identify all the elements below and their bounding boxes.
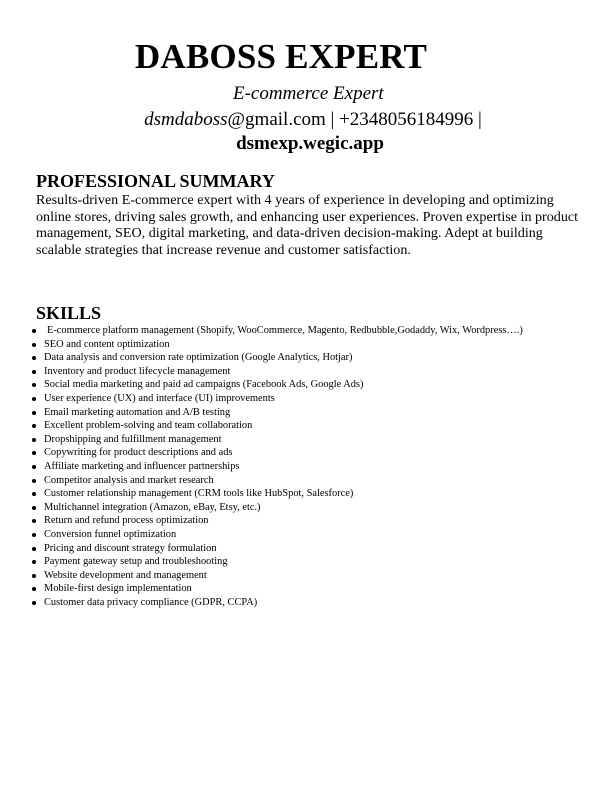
candidate-name: DABOSS EXPERT [134, 37, 428, 76]
skill-item: Affiliate marketing and influencer partnerships [32, 460, 523, 474]
contact-line [0, 108, 612, 132]
summary-text: Results-driven E-commerce expert with 4 years of experience in developing and optimizing online stores, driving sales growth, and enhancing user experiences. Proven expertise in product management, SEO, digital marketing, and data-driven decision-making. Adept at building scalable strategies that increase revenue and customer satisfaction. [36, 192, 579, 259]
bullet-icon [32, 506, 36, 510]
bullet-icon [32, 397, 36, 401]
skill-item: Competitor analysis and market research [32, 474, 523, 488]
skills-heading: SKILLS [36, 303, 102, 323]
skill-item: Mobile-first design implementation [32, 582, 523, 596]
skill-item: Email marketing automation and A/B testing [32, 406, 523, 420]
skill-item: Customer relationship management (CRM tools like HubSpot, Salesforce) [32, 487, 523, 501]
bullet-icon [32, 519, 36, 523]
summary-heading: PROFESSIONAL SUMMARY [36, 171, 275, 191]
skills-list [32, 324, 523, 609]
bullet-icon [32, 451, 36, 455]
skill-item: Dropshipping and fulfillment management [32, 433, 523, 447]
bullet-icon [32, 343, 36, 347]
job-title: E-commerce Expert [233, 83, 384, 104]
skill-item: Conversion funnel optimization [32, 528, 523, 542]
skill-item: Return and refund process optimization [32, 514, 523, 528]
skill-item: Inventory and product lifecycle management [32, 365, 523, 379]
email-user[interactable]: dsmdaboss [144, 109, 228, 130]
skill-item: E-commerce platform management (Shopify, WooCommerce, Magento, Redbubble,Godaddy, Wix, Wordpress….) [32, 324, 523, 338]
email-domain-phone[interactable]: @gmail.com | +2348056184996 | [227, 109, 482, 130]
bullet-icon [32, 465, 36, 469]
bullet-icon [32, 547, 36, 551]
bullet-icon [32, 479, 36, 483]
skill-item: SEO and content optimization [32, 338, 523, 352]
bullet-icon [32, 492, 36, 496]
skill-item: Excellent problem-solving and team collaboration [32, 419, 523, 433]
website-link[interactable]: dsmexp.wegic.app [236, 133, 384, 154]
skill-item: Customer data privacy compliance (GDPR, CCPA) [32, 596, 523, 610]
bullet-icon [32, 587, 36, 591]
skill-item: Social media marketing and paid ad campaigns (Facebook Ads, Google Ads) [32, 378, 523, 392]
bullet-icon [32, 356, 36, 360]
bullet-icon [32, 383, 36, 387]
bullet-icon [32, 533, 36, 537]
bullet-icon [32, 424, 36, 428]
skill-item: Data analysis and conversion rate optimization (Google Analytics, Hotjar) [32, 351, 523, 365]
skill-item: User experience (UX) and interface (UI) improvements [32, 392, 523, 406]
skill-item: Website development and management [32, 569, 523, 583]
bullet-icon [32, 560, 36, 564]
skill-item: Multichannel integration (Amazon, eBay, Etsy, etc.) [32, 501, 523, 515]
bullet-icon [32, 370, 36, 374]
bullet-icon [32, 438, 36, 442]
bullet-icon [32, 601, 36, 605]
skill-item: Copywriting for product descriptions and ads [32, 446, 523, 460]
bullet-icon [32, 329, 36, 333]
skill-item: Pricing and discount strategy formulation [32, 542, 523, 556]
bullet-icon [32, 574, 36, 578]
skill-item: Payment gateway setup and troubleshooting [32, 555, 523, 569]
bullet-icon [32, 411, 36, 415]
